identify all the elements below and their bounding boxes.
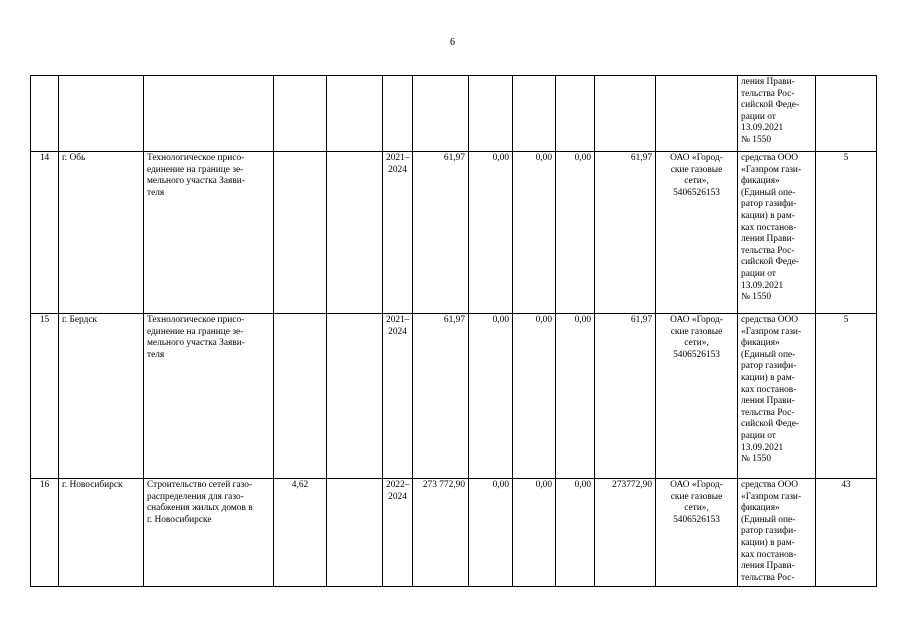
funding-source-cell: средства ООО «Газпром гази- фикация» (Единый опе- ратор газифи- кации) в рам- ках постанов- ления Прави- тельства Рос- xyxy=(738,479,816,587)
organization-cell: ОАО «Город- ские газовые сети», 5406526153 xyxy=(656,152,738,314)
count-cell: 5 xyxy=(816,152,877,314)
value-total-cell: 61,97 xyxy=(595,314,656,479)
description-cell: Строительство сетей газо- распределения для газо- снабжения жилых домов в г. Новосибирске xyxy=(144,479,274,587)
city-cell: г. Бердск xyxy=(59,314,144,479)
row-number-cell: 16 xyxy=(31,479,59,587)
row-number-cell: 15 xyxy=(31,314,59,479)
value-cell: 0,00 xyxy=(556,479,595,587)
total-cost-cell: 61,97 xyxy=(413,314,469,479)
city-cell: г. Новосибирск xyxy=(59,479,144,587)
total-cost-cell: 273 772,90 xyxy=(413,479,469,587)
value-cell: 0,00 xyxy=(556,314,595,479)
value-total-cell: 61,97 xyxy=(595,152,656,314)
organization-cell: ОАО «Город- ские газовые сети», 5406526153 xyxy=(656,479,738,587)
value-cell: 0,00 xyxy=(469,479,513,587)
table-row xyxy=(31,314,877,479)
value-cell: 0,00 xyxy=(469,314,513,479)
value-cell: 0,00 xyxy=(556,152,595,314)
value-cell: 0,00 xyxy=(469,152,513,314)
table-row xyxy=(31,152,877,314)
funding-source-cell: средства ООО «Газпром гази- фикация» (Единый опе- ратор газифи- кации) в рам- ках постанов- ления Прави- тельства Рос- сийской Феде- рации от 13.09.2021 № 1550 xyxy=(738,152,816,314)
value-total-cell: 273772,90 xyxy=(595,479,656,587)
period-cell: 2021– 2024 xyxy=(383,152,413,314)
empty-cell xyxy=(327,479,383,587)
value-cell: 0,00 xyxy=(513,314,556,479)
organization-cell: ОАО «Город- ские газовые сети», 5406526153 xyxy=(656,314,738,479)
count-cell: 5 xyxy=(816,314,877,479)
value-cell: 0,00 xyxy=(513,152,556,314)
table-row xyxy=(31,479,877,587)
funding-source-cell: ления Прави- тельства Рос- сийской Феде- рации от 13.09.2021 № 1550 xyxy=(738,76,816,152)
description-cell: Технологическое присо- единение на границе зе- мельного участка Заяви- теля xyxy=(144,314,274,479)
count-cell: 43 xyxy=(816,479,877,587)
funding-source-cell: средства ООО «Газпром гази- фикация» (Единый опе- ратор газифи- кации) в рам- ках постанов- ления Прави- тельства Рос- сийской Феде- рации от 13.09.2021 № 1550 xyxy=(738,314,816,479)
page-number: 6 xyxy=(450,37,455,48)
period-cell: 2022– 2024 xyxy=(383,479,413,587)
row-number-cell: 14 xyxy=(31,152,59,314)
empty-cell xyxy=(327,152,383,314)
program-table xyxy=(30,75,877,587)
length-cell xyxy=(274,314,327,479)
value-cell: 0,00 xyxy=(513,479,556,587)
empty-cell xyxy=(327,314,383,479)
length-cell xyxy=(274,152,327,314)
description-cell: Технологическое присо- единение на границе зе- мельного участка Заяви- теля xyxy=(144,152,274,314)
period-cell: 2021– 2024 xyxy=(383,314,413,479)
length-cell: 4,62 xyxy=(274,479,327,587)
city-cell: г. Обь xyxy=(59,152,144,314)
total-cost-cell: 61,97 xyxy=(413,152,469,314)
table-row-continuation xyxy=(31,76,877,152)
